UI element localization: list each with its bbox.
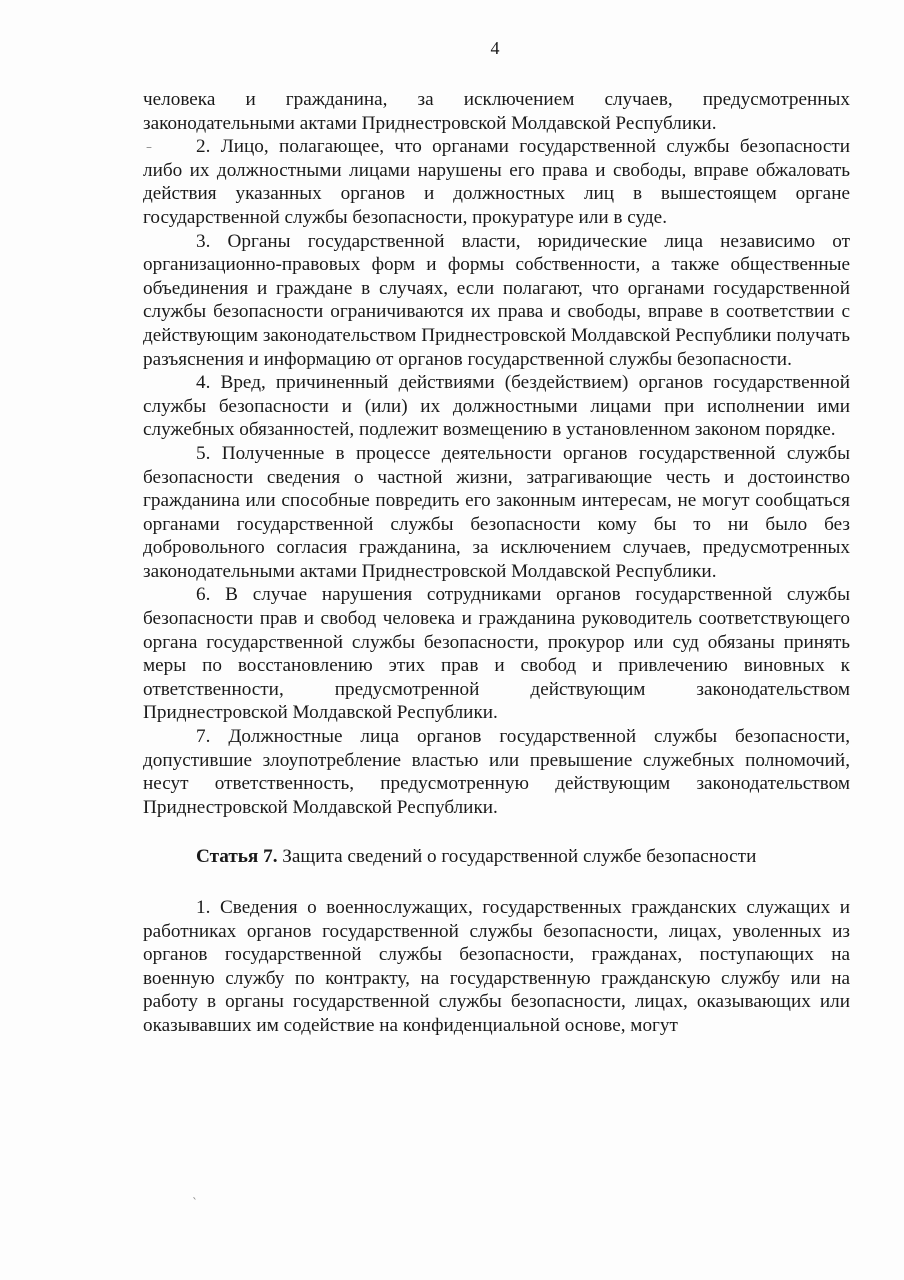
paragraph-item-7: 7. Должностные лица органов государственной службы безопасности, допустившие злоупотребление властью или превышение служебных полномочий, несут ответственность, предусмотренную действующим законодательством Приднестровской Молдавской Республики. xyxy=(143,726,850,818)
scan-speck: – xyxy=(146,140,152,154)
paragraph-continuation: человека и гражданина, за исключением случаев, предусмотренных законодательными актами Приднестровской Молдавской Республики. xyxy=(143,89,850,134)
paragraph-item-5: 5. Полученные в процессе деятельности органов государственной службы безопасности сведения о частной жизни, затрагивающие честь и достоинство гражданина или способные повредить его законным интересам, не могут сообщаться органами государственной службы безопасности кому бы то ни было без добровольного согласия гражданина, за исключением случаев, предусмотренных законодательными актами Приднестровской Молдавской Республики. xyxy=(143,442,850,582)
page-number: 4 xyxy=(490,38,500,58)
paragraph-item-2: 2. Лицо, полагающее, что органами государственной службы безопасности либо их должностными лицами нарушены его права и свободы, вправе обжаловать действия указанных органов и должностных лиц в вышестоящем органе государственной службы безопасности, прокуратуре или в суде. xyxy=(143,136,850,228)
paragraph-item-4: 4. Вред, причиненный действиями (бездействием) органов государственной службы безопасности и (или) их должностными лицами при исполнении ими служебных обязанностей, подлежит возмещению в установленном законом порядке. xyxy=(143,372,850,441)
article-heading xyxy=(143,845,850,869)
scan-speck: ˋ xyxy=(192,1196,198,1210)
paragraph-item-6: 6. В случае нарушения сотрудниками органов государственной службы безопасности прав и свобод человека и гражданина руководитель соответствующего органа государственной службы безопасности, прокурор или суд обязаны принять меры по восстановлению этих прав и свобод и привлечению виновных к ответственности, предусмотренной действующим законодательством Приднестровской Молдавской Республики. xyxy=(143,584,850,724)
document-body xyxy=(143,88,850,1038)
article-label: Статья 7. xyxy=(196,846,278,868)
paragraph-item-3: 3. Органы государственной власти, юридические лица независимо от организационно-правовых форм и формы собственности, а также общественные объединения и граждане в случаях, если полагают, что органами государственной службы безопасности ограничиваются их права и свободы, вправе в соответствии с действующим законодательством Приднестровской Молдавской Республики получать разъяснения и информацию от органов государственной службы безопасности. xyxy=(143,230,850,370)
article-title: Защита сведений о государственной службе безопасности xyxy=(282,846,757,868)
paragraph-article-7-item-1: 1. Сведения о военнослужащих, государственных гражданских служащих и работниках органов государственной службы безопасности, лицах, уволенных из органов государственной службы безопасности, гражданах, поступающих на военную службу по контракту, на государственную гражданскую службу или на работу в органы государственной службы безопасности, лицах, оказывающих или оказывавших им содействие на конфиденциальной основе, могут xyxy=(143,897,850,1036)
